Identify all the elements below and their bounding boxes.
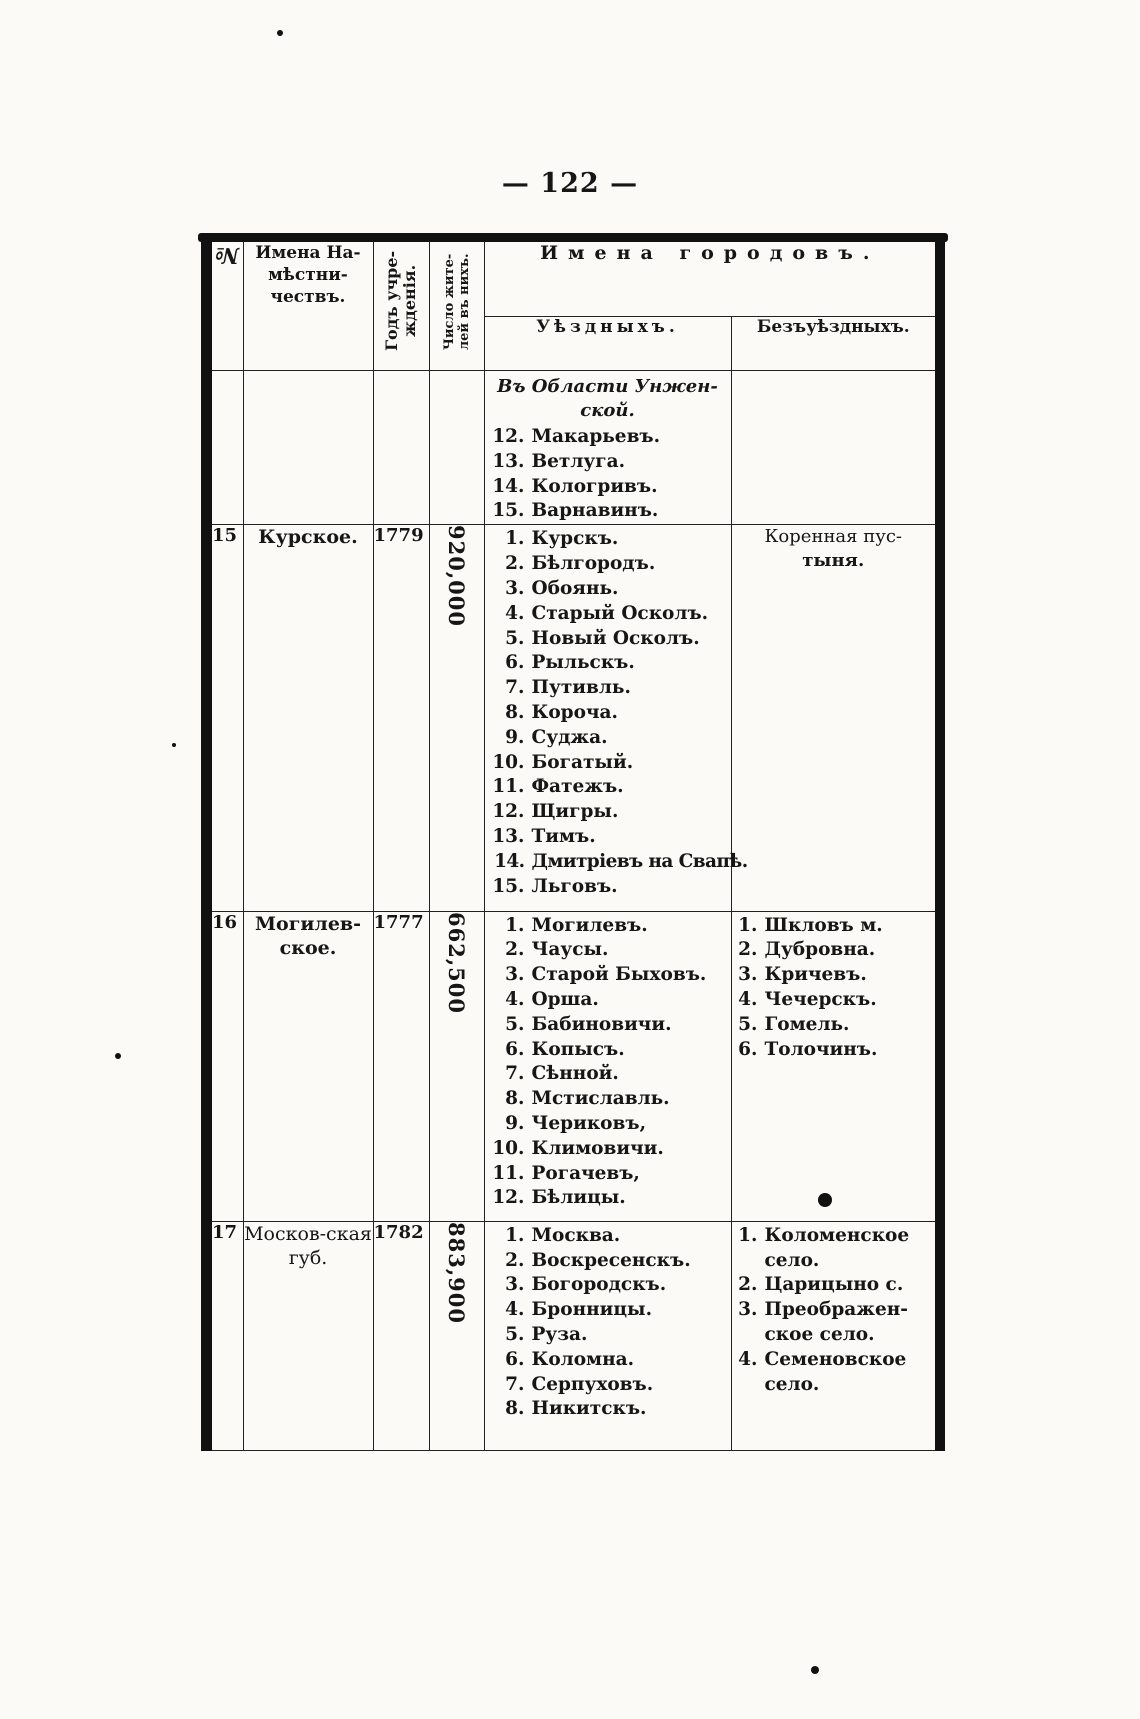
ink-speck [172, 743, 176, 747]
list-item: 3. Старой Быховъ. [505, 964, 707, 986]
header-non-district: Безъуѣздныхъ. [731, 316, 935, 370]
list-item: 1. Москва. [505, 1224, 621, 1246]
region-note: Въ Области Унжен-ской. [497, 376, 718, 422]
page-number: — 122 — [501, 168, 639, 199]
table-row [212, 525, 935, 911]
ink-speck [115, 1053, 121, 1059]
ink-speck [818, 1193, 832, 1207]
row-year: 1777 [373, 911, 429, 1221]
list-item: 5. Бабиновичи. [505, 1013, 672, 1035]
header-cities: Имена городовъ. [484, 242, 935, 316]
header-district: Уѣздныхъ. [484, 316, 731, 370]
list-item: 14. Дмитріевъ на Свапѣ. [494, 850, 748, 872]
row-population: 883,900 [429, 1221, 484, 1450]
table-right-rule [935, 233, 945, 1451]
list-item: 14. Кологривъ. [492, 475, 658, 497]
row-name: Курское. [243, 525, 373, 911]
list-item: 13. Ветлуга. [492, 450, 626, 472]
table-row [212, 1221, 935, 1450]
list-item: 3. Богородскъ. [505, 1274, 667, 1296]
list-item: 4. Старый Осколъ. [505, 602, 709, 624]
list-item: село. [764, 1373, 820, 1395]
list-item: 1. Курскъ. [505, 528, 619, 550]
list-item: 9. Суджа. [505, 726, 608, 748]
row-name: Могилев-ское. [243, 911, 373, 1221]
row-non-district-cities [731, 911, 935, 1221]
table-left-rule [201, 233, 212, 1451]
row-no: 17 [212, 1221, 243, 1450]
row-year [373, 371, 429, 525]
list-item: 7. Путивль. [505, 677, 631, 699]
list-item: 4. Семеновское [738, 1348, 907, 1370]
list-item: 12. Макарьевъ. [492, 426, 661, 448]
data-table [212, 242, 935, 1451]
list-item: 1. Могилевъ. [505, 914, 648, 936]
list-item: 6. Коломна. [505, 1348, 635, 1370]
list-item: 13. Тимъ. [492, 825, 596, 847]
list-item: ское село. [764, 1324, 875, 1345]
row-year: 1782 [373, 1221, 429, 1450]
row-district-cities [484, 1221, 731, 1450]
header-governorships: Имена На-мѣстни-чествъ. [243, 242, 373, 371]
list-item: 2. Бѣлгородъ. [505, 553, 656, 575]
list-item: 12. Щигры. [492, 801, 619, 823]
list-item: 10. Богатый. [492, 751, 634, 773]
non-district-line: Коренная пус- [764, 526, 902, 548]
list-item: 6. Копысъ. [505, 1038, 625, 1060]
row-no: 16 [212, 911, 243, 1221]
list-item: 6. Рыльскъ. [505, 652, 635, 674]
list-item: 2. Царицыно с. [738, 1274, 904, 1296]
row-no: 15 [212, 525, 243, 911]
table-row [212, 371, 935, 525]
list-item: 5. Гомель. [738, 1013, 850, 1035]
list-item: 1. Шкловъ м. [738, 914, 883, 936]
header-row [212, 242, 935, 316]
list-item: 4. Орша. [505, 989, 599, 1010]
list-item: 11. Фатежъ. [492, 776, 624, 798]
row-name [243, 371, 373, 525]
list-item: 10. Климовичи. [492, 1137, 664, 1159]
table-top-rule [198, 233, 948, 242]
header-year: Годъ учре-жденія. [373, 242, 429, 371]
list-item: 3. Кричевъ. [738, 964, 867, 986]
list-item: 3. Преображен- [738, 1299, 908, 1321]
row-non-district-cities [731, 371, 935, 525]
row-population: 662,500 [429, 911, 484, 1221]
row-non-district-cities [731, 525, 935, 911]
ink-speck [277, 30, 283, 36]
table-row [212, 911, 935, 1221]
ink-speck [811, 1666, 819, 1674]
row-year: 1779 [373, 525, 429, 911]
list-item: 7. Серпуховъ. [505, 1373, 654, 1395]
list-item: 1. Коломенское [738, 1224, 910, 1246]
row-population [429, 371, 484, 525]
list-item: 2. Воскресенскъ. [505, 1249, 691, 1271]
list-item: 5. Руза. [505, 1324, 588, 1345]
list-item: 9. Чериковъ, [505, 1112, 647, 1134]
governorships-table [201, 233, 945, 1451]
row-population: 920,000 [429, 525, 484, 911]
list-item: 6. Толочинъ. [738, 1038, 878, 1060]
list-item: 4. Чечерскъ. [738, 989, 877, 1010]
list-item: 5. Новый Осколъ. [505, 627, 700, 649]
list-item: 8. Никитскъ. [505, 1398, 647, 1420]
list-item: 3. Обоянь. [505, 577, 619, 599]
list-item: 8. Мстиславль. [505, 1088, 670, 1110]
row-district-cities [484, 371, 731, 525]
list-item: 15. Льговъ. [492, 875, 618, 897]
list-item: 12. Бѣлицы. [492, 1187, 626, 1209]
list-item: 11. Рогачевъ, [492, 1162, 640, 1184]
row-district-cities [484, 911, 731, 1221]
list-item: 4. Бронницы. [505, 1299, 653, 1321]
list-item: 7. Сѣнной. [505, 1063, 619, 1085]
non-district-line: тыня. [802, 550, 865, 572]
row-district-cities [484, 525, 748, 911]
row-no [212, 371, 243, 525]
list-item: 2. Дубровна. [738, 939, 876, 961]
list-item: 8. Короча. [505, 701, 618, 723]
list-item: 2. Чаусы. [505, 939, 609, 961]
header-population: Число жите-лей въ нихъ. [429, 242, 484, 371]
row-non-district-cities [731, 1221, 935, 1450]
list-item: село. [764, 1249, 820, 1271]
header-no: № [212, 242, 243, 371]
row-name: Москов-ская губ. [243, 1221, 373, 1450]
list-item: 15. Варнавинъ. [492, 500, 659, 522]
